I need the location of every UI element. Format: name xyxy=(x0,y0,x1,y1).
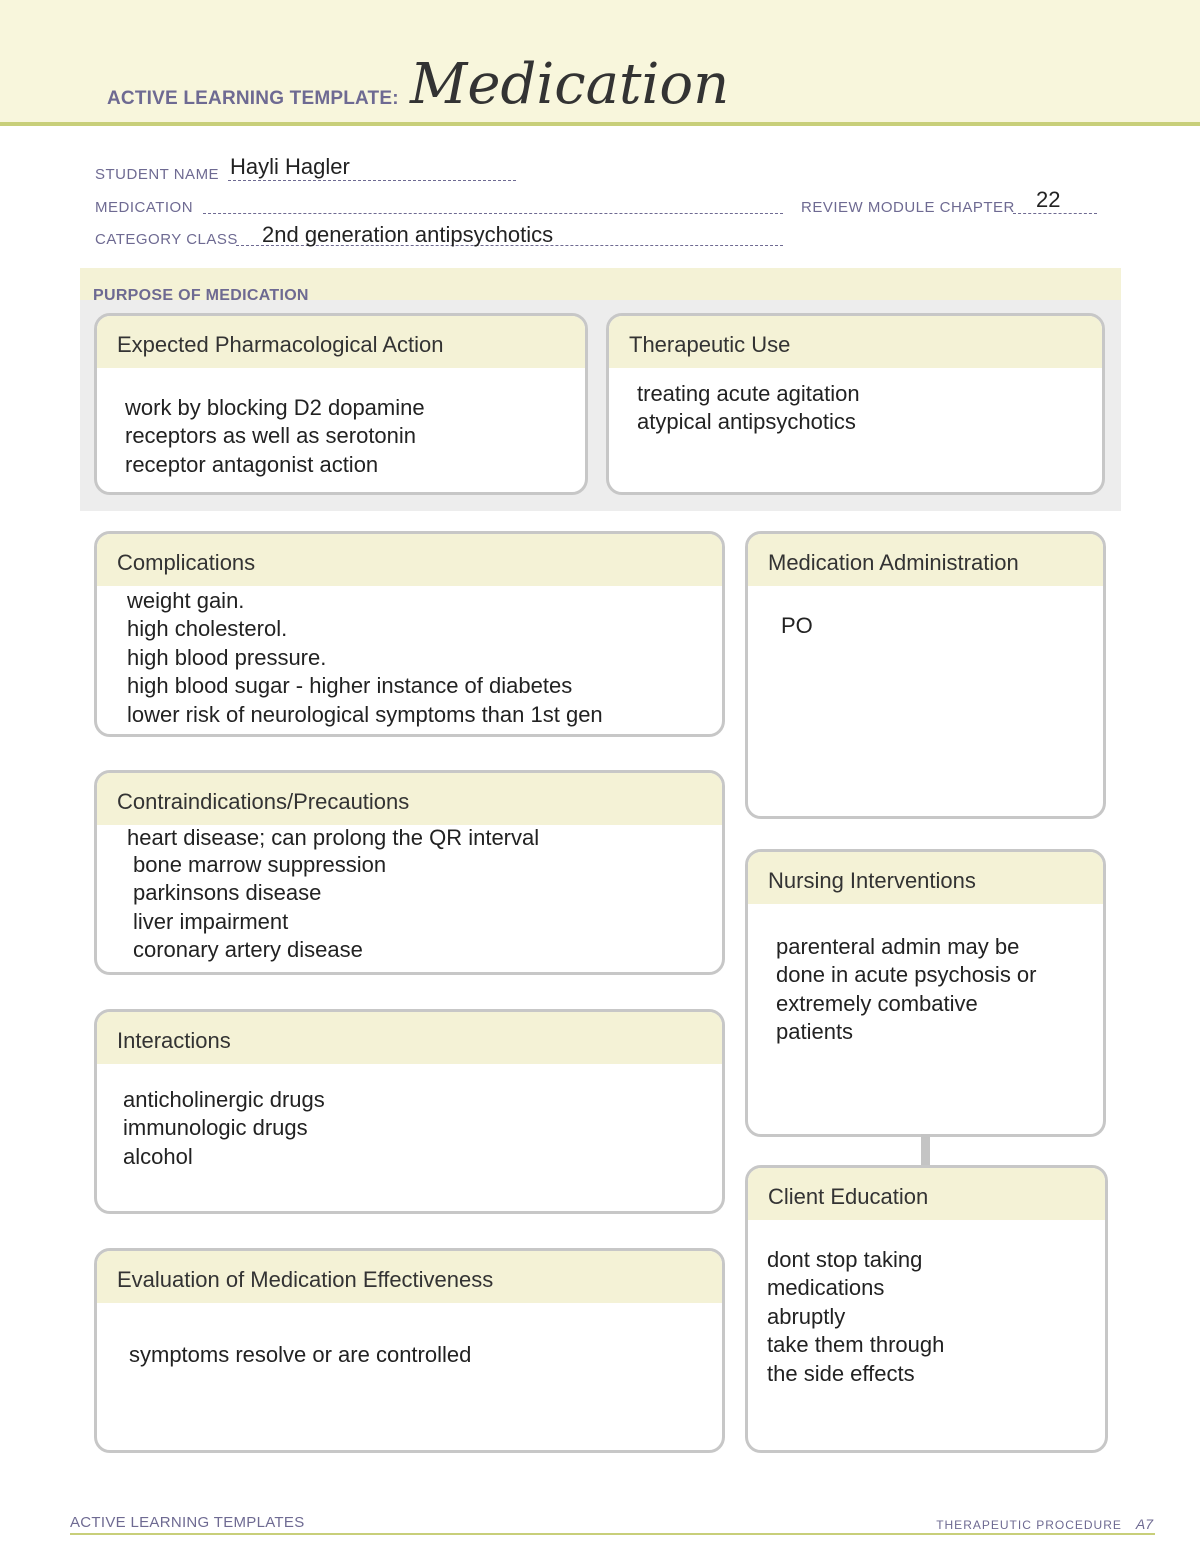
nursing-content[interactable] xyxy=(748,904,1103,1047)
box-connector xyxy=(921,1134,930,1168)
complications-box xyxy=(94,531,725,737)
client-education-line: medications xyxy=(767,1275,885,1301)
category-class-label: CATEGORY CLASS xyxy=(95,231,238,248)
contraindications-title: Contraindications/Precautions xyxy=(97,773,722,825)
contraindications-line: liver impairment xyxy=(133,908,289,934)
nursing-box xyxy=(745,849,1106,1137)
therapeutic-use-line: atypical antipsychotics xyxy=(637,409,856,435)
client-education-title: Client Education xyxy=(748,1168,1105,1220)
client-education-line: the side effects xyxy=(767,1360,915,1386)
nursing-line: parenteral admin may be xyxy=(776,934,1020,959)
contraindications-line: heart disease; can prolong the QR interval xyxy=(127,825,540,850)
complications-line: lower risk of neurological symptoms than 1st gen xyxy=(127,701,603,727)
therapeutic-use-line: treating acute agitation xyxy=(637,381,860,406)
med-admin-title: Medication Administration xyxy=(748,534,1103,586)
medication-label: MEDICATION xyxy=(95,199,194,216)
expected-action-line: work by blocking D2 dopamine xyxy=(125,395,425,420)
client-education-line: take them through xyxy=(767,1332,945,1358)
interactions-box xyxy=(94,1009,725,1214)
complications-line: high blood pressure. xyxy=(127,644,327,670)
review-module-line xyxy=(1013,213,1097,214)
expected-action-line: receptors as well as serotonin xyxy=(125,423,417,449)
footer-procedure: THERAPEUTIC PROCEDURE xyxy=(936,1518,1122,1532)
contraindications-line: bone marrow suppression xyxy=(133,852,387,877)
interactions-line: anticholinergic drugs xyxy=(123,1087,325,1112)
nursing-title: Nursing Interventions xyxy=(748,852,1103,904)
interactions-content[interactable] xyxy=(97,1064,722,1171)
page-title: Medication xyxy=(410,52,730,117)
complications-line: weight gain. xyxy=(127,588,245,613)
expected-action-content[interactable] xyxy=(97,368,585,479)
medication-line xyxy=(203,213,783,214)
complications-line: high cholesterol. xyxy=(127,616,288,642)
client-education-line: dont stop taking xyxy=(767,1247,923,1272)
student-name-line xyxy=(228,180,516,181)
footer-page-number: A7 xyxy=(1135,1516,1153,1532)
therapeutic-use-content[interactable] xyxy=(609,368,1102,437)
footer-divider xyxy=(70,1533,1155,1535)
review-module-label: REVIEW MODULE CHAPTER xyxy=(801,199,1015,216)
client-education-content[interactable] xyxy=(748,1220,1105,1388)
contraindications-line: coronary artery disease xyxy=(133,937,363,963)
nursing-line: done in acute psychosis or xyxy=(776,962,1037,988)
evaluation-box xyxy=(94,1248,725,1453)
contraindications-content[interactable] xyxy=(97,825,722,965)
footer-right xyxy=(936,1516,1153,1532)
student-name-label: STUDENT NAME xyxy=(95,166,220,183)
client-education-line: abruptly xyxy=(767,1303,846,1329)
student-name-field[interactable]: Hayli Hagler xyxy=(230,154,350,179)
client-education-box xyxy=(745,1165,1108,1453)
category-class-field[interactable]: 2nd generation antipsychotics xyxy=(262,222,554,247)
med-admin-box xyxy=(745,531,1106,819)
expected-action-title: Expected Pharmacological Action xyxy=(97,316,585,368)
expected-action-box xyxy=(94,313,588,495)
nursing-line: patients xyxy=(776,1019,854,1045)
therapeutic-use-title: Therapeutic Use xyxy=(609,316,1102,368)
contraindications-box xyxy=(94,770,725,975)
footer-left: ACTIVE LEARNING TEMPLATES xyxy=(70,1514,305,1531)
evaluation-title: Evaluation of Medication Effectiveness xyxy=(97,1251,722,1303)
template-label: ACTIVE LEARNING TEMPLATE: xyxy=(107,88,399,109)
therapeutic-use-box xyxy=(606,313,1105,495)
contraindications-line: parkinsons disease xyxy=(133,880,322,906)
evaluation-line: symptoms resolve or are controlled xyxy=(129,1342,472,1367)
med-admin-content[interactable] xyxy=(748,586,1103,640)
complications-line: high blood sugar - higher instance of diabetes xyxy=(127,673,573,699)
complications-title: Complications xyxy=(97,534,722,586)
evaluation-content[interactable] xyxy=(97,1303,722,1369)
interactions-title: Interactions xyxy=(97,1012,722,1064)
interactions-line: immunologic drugs xyxy=(123,1115,308,1141)
complications-content[interactable] xyxy=(97,586,722,729)
nursing-line: extremely combative xyxy=(776,990,978,1016)
med-admin-line: PO xyxy=(781,613,813,638)
interactions-line: alcohol xyxy=(123,1143,193,1169)
header-divider xyxy=(0,122,1200,126)
purpose-title: PURPOSE OF MEDICATION xyxy=(93,287,309,304)
review-module-field[interactable]: 22 xyxy=(1036,187,1061,212)
expected-action-line: receptor antagonist action xyxy=(125,451,379,477)
